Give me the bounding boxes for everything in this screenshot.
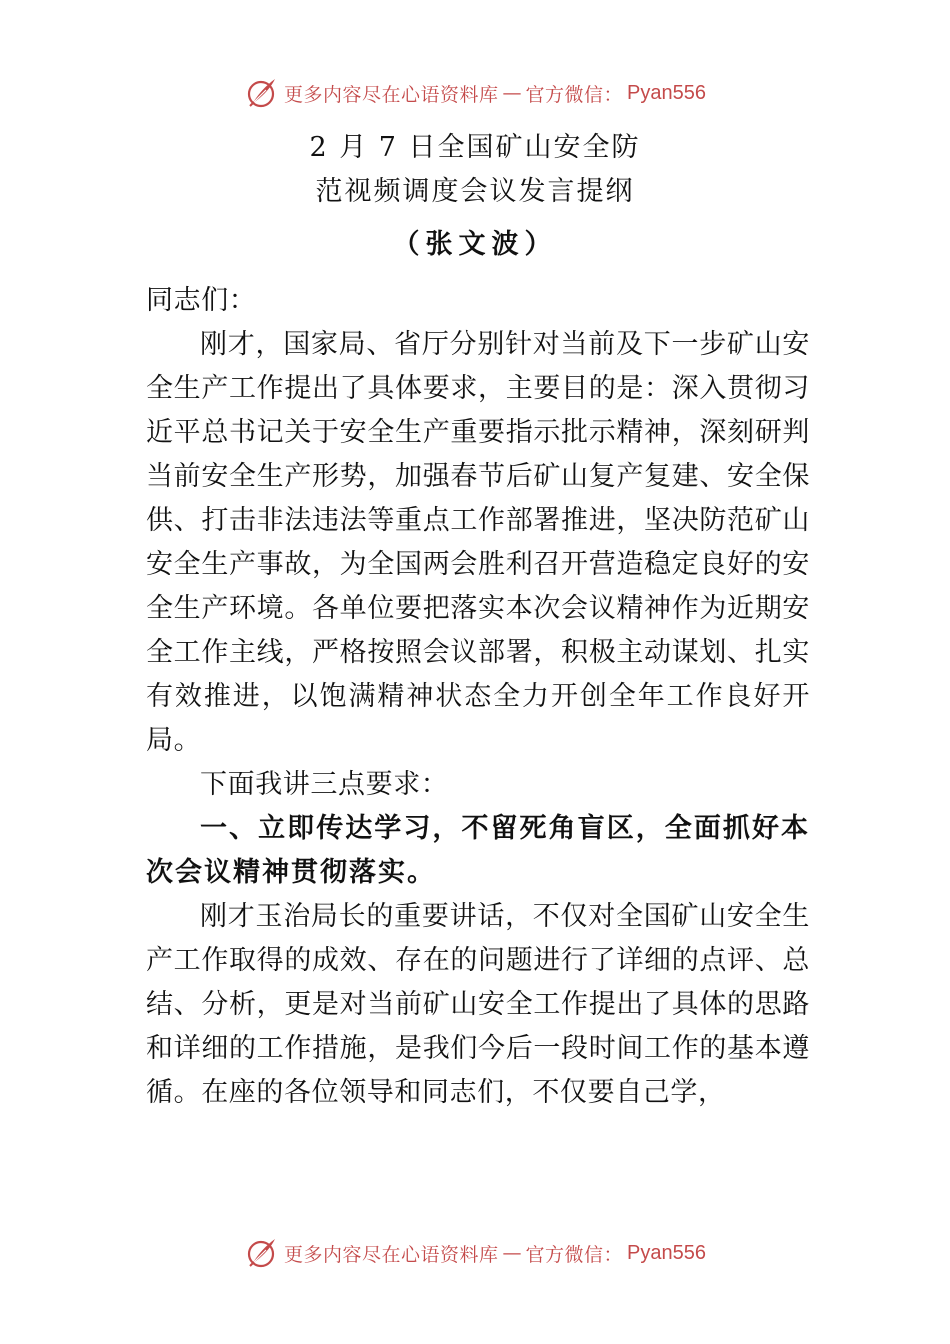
salutation: 同志们：	[146, 285, 257, 316]
document-title-line2: 范视频调度会议发言提纲	[315, 176, 635, 207]
watermark-label: 官方微信：	[525, 83, 624, 106]
quill-pen-logo-icon	[244, 75, 280, 111]
watermark-text: 更多内容尽在心语资料库	[284, 1243, 499, 1266]
body-paragraph: 刚才，国家局、省厅分别针对当前及下一步矿山安全生产工作提出了具体要求，主要目的是：深入贯彻习近平总书记关于安全生产重要指示批示精神，深刻研判当前安全生产形势，加强春节后矿山复产复建、安全保供、打击非法违法等重点工作部署推进，坚决防范矿山安全生产事故，为全国两会胜利召开营造稳定良好的安全生产环境。各单位要把落实本次会议精神作为近期安全工作主线，严格按照会议部署，积极主动谋划、扎实有效推进，以饱满精神状态全力开创全年工作良好开局。	[146, 329, 810, 756]
watermark-dash: —	[502, 82, 522, 104]
footer-watermark	[0, 1233, 950, 1273]
document-body	[146, 279, 810, 1115]
document-author: （张文波）	[392, 229, 558, 260]
watermark-dash: —	[502, 1242, 522, 1264]
watermark-label: 官方微信：	[525, 1243, 624, 1266]
body-paragraph: 下面我讲三点要求：	[200, 769, 449, 800]
document-title-line1: 2 月 7 日全国矿山安全防	[309, 132, 641, 163]
quill-pen-logo-icon	[244, 1235, 280, 1271]
section-heading: 一、立即传达学习，不留死角盲区，全面抓好本次会议精神贯彻落实。	[146, 813, 810, 888]
watermark-account: Pyan556	[627, 1241, 706, 1264]
watermark-account: Pyan556	[627, 81, 706, 104]
watermark-text: 更多内容尽在心语资料库	[284, 83, 499, 106]
body-paragraph: 刚才玉治局长的重要讲话，不仅对全国矿山安全生产工作取得的成效、存在的问题进行了详细的点评、总结、分析，更是对当前矿山安全工作提出了具体的思路和详细的工作措施，是我们今后一段时间工作的基本遵循。在座的各位领导和同志们，不仅要自己学，	[146, 901, 810, 1108]
header-watermark	[0, 73, 950, 113]
